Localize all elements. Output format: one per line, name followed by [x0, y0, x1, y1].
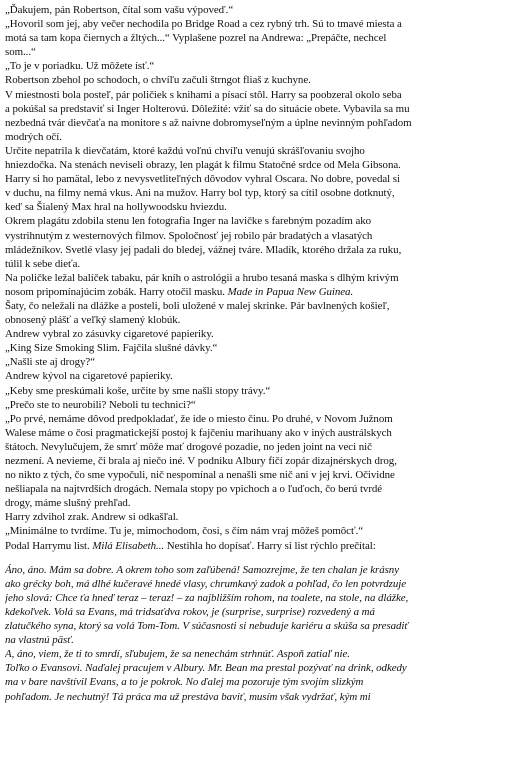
text-line [5, 116, 507, 130]
italic-text: A, áno, viem, že ti to smrdí, sľubujem, že sa nenechám strhnúť. Aspoň zatiaľ nie. [5, 648, 350, 661]
text-line [5, 577, 507, 591]
text-run: drogy, máme slušný prehľad. [5, 497, 131, 510]
text-line [5, 144, 507, 158]
italic-text: Made in Papua New Guinea. [227, 285, 354, 298]
text-run: V miestnosti bola posteľ, pár poličiek s knihami a písací stôl. Harry sa poobzeral okolo seba [5, 88, 402, 101]
text-line [5, 158, 507, 172]
text-line [5, 647, 507, 661]
text-line [5, 468, 507, 482]
text-run: „Keby sme preskúmali koše, určite by sme našli stopy trávy.“ [5, 384, 271, 397]
text-line [5, 88, 507, 102]
text-run: no nikto z tých, čo sme vypočuli, nič nespomínal a nenašli sme nič ani v jej krvi. Očividne [5, 469, 395, 482]
text-line [5, 341, 507, 355]
text-run: keď sa Šialený Max hral na hollywoodsku hviezdu. [5, 201, 227, 214]
text-run: túlil k sebe dieťa. [5, 257, 81, 270]
text-run: „Hovoril som jej, aby večer nechodila po Bridge Road a cez rybný trh. Sú to tmavé miesta a [5, 18, 402, 31]
text-run: Robertson zbehol po schodoch, o chvíľu začuli štrngot fliaš z kuchyne. [5, 74, 311, 87]
text-run: Okrem plagátu zdobila stenu len fotografia Inger na lavičke s farebným pozadím ako [5, 215, 372, 228]
text-line [5, 605, 507, 619]
text-line [5, 482, 507, 496]
text-run: „To je v poriadku. Už môžete ísť.“ [5, 60, 155, 73]
text-run: Šaty, čo neležali na dlážke a posteli, boli uložené v malej skrinke. Pár bavlnených košieľ, [5, 299, 390, 312]
text-run: Nestihla ho dopísať. Harry si list rýchlo prečítal: [164, 539, 376, 552]
text-run: Podal Harrymu list. [5, 539, 93, 552]
italic-text: Áno, áno. Mám sa dobre. A okrem toho som zaľúbená! Samozrejme, že ten chalan je krásny [5, 563, 399, 576]
text-run: Určite nepatrila k dievčatám, ktoré každú voľnú chvíľu venujú skrášľovaniu svojho [5, 144, 365, 157]
italic-text: Toľko o Evansovi. Naďalej pracujem v Albury. Mr. Bean ma prestal pozývať na drink, odkedy [5, 662, 407, 675]
text-run: nešliapala na najtvrdších drogách. Nemala stopy po vpichoch a o ľuďoch, čo berú tvrdé [5, 483, 383, 496]
text-run: Harry si ho pamätal, lebo z nevysvetliteľných dôvodov vyhral Oscara. No dobre, povedal si [5, 173, 400, 186]
text-line [5, 73, 507, 87]
text-line [5, 496, 507, 510]
text-line [5, 454, 507, 468]
text-line [5, 243, 507, 257]
text-run: obnosený plášť a veľký slamený klobúk. [5, 314, 181, 327]
text-line [5, 186, 507, 200]
text-line [5, 510, 507, 524]
text-line [5, 285, 507, 299]
text-line [5, 102, 507, 116]
text-line [5, 355, 507, 369]
text-line [5, 661, 507, 675]
text-run: Na poličke ležal balíček tabaku, pár kníh o astrológii a hrubo tesaná maska s dlhým krivým [5, 271, 399, 284]
text-run: a pokúšal sa predstaviť si Inger Holterovú. Dôležité: vžiť sa do situácie obete. Vybavila sa mu [5, 102, 410, 115]
text-run: „King Size Smoking Slim. Fajčila slušné dávky.“ [5, 342, 218, 355]
text-line [5, 619, 507, 633]
text-line [5, 384, 507, 398]
text-run: „Našli ste aj drogy?“ [5, 356, 95, 369]
italic-text: Milá Elisabeth... [92, 539, 165, 552]
text-run: „Minimálne to tvrdíme. Tu je, mimochodom, čosi, s čím nám vraj môžeš pomôcť.“ [5, 525, 364, 538]
italic-text: ako grécky boh, má dlhé kučeravé hnedé vlasy, chrumkavý zadok a pohľad, čo len potvrdzuje [5, 577, 407, 590]
text-line [5, 313, 507, 327]
text-line [5, 440, 507, 454]
italic-text: jeho slová: Chce ťa hneď teraz – teraz! – za najbližším rohom, na toalete, na stole, na dlážke, [5, 591, 409, 604]
text-line [5, 31, 507, 45]
text-run: mládežníkov. Svetlé vlasy jej padali do bledej, vážnej tváre. Mladík, ktorého držala za ruku, [5, 243, 402, 256]
text-line [5, 675, 507, 689]
text-line [5, 369, 507, 383]
text-run: „Ďakujem, pán Robertson, čítal som vašu výpoveď.“ [5, 4, 234, 16]
text-run: Walese máme o čosi pragmatickejší postoj k fajčeniu marihuany ako v iných austrálskych [5, 426, 392, 439]
text-line [5, 633, 507, 647]
document-page [5, 3, 507, 704]
text-run: vystrihnutým z westernových filmov. Spoločnosť jej robilo pár bradatých a vlasatých [5, 229, 373, 242]
italic-text: zlatučkého syna, ktorý sa volá Tom-Tom. V súčasnosti si nebuduje kariéru a skúša sa presadiť [5, 620, 409, 633]
text-line [5, 524, 507, 538]
text-run: „Prečo ste to neurobili? Neboli tu technici?“ [5, 398, 196, 411]
italic-text: pohľadom. Je nechutný! Tá práca ma už prestáva baviť, musím však vydržať, kým mi [5, 690, 371, 703]
text-run: modrých očí. [5, 130, 62, 143]
text-line [5, 257, 507, 271]
text-line [5, 412, 507, 426]
text-line [5, 563, 507, 577]
text-run: nezmení. A nevieme, či brala aj niečo iné. V podniku Albury fičí zopár dizajnérskych drog, [5, 455, 397, 467]
text-run: Harry zdvihol zrak. Andrew si odkašľal. [5, 511, 179, 524]
text-line [5, 214, 507, 228]
text-line [5, 591, 507, 605]
text-run: Andrew vybral zo zásuvky cigaretové papieriky. [5, 328, 214, 341]
text-line [5, 690, 507, 704]
text-line [5, 299, 507, 313]
text-line [5, 327, 507, 341]
text-line [5, 426, 507, 440]
text-line [5, 271, 507, 285]
text-run: hniezdočka. Na stenách neviseli obrazy, len plagát k filmu Statočné srdce od Mela Gibsona. [5, 159, 401, 172]
text-run: motá sa tam kopa čiernych a žltých...“ Vyplašene pozrel na Andrewa: „Prepáčte, nechcel [5, 32, 387, 45]
text-run: Andrew kývol na cigaretové papieriky. [5, 370, 173, 383]
text-line [5, 229, 507, 243]
text-run: som...“ [5, 46, 36, 59]
text-run: nosom pripomínajúcim zobák. Harry otočil masku. [5, 285, 228, 298]
text-line [5, 200, 507, 214]
text-line [5, 59, 507, 73]
italic-text: kdekoľvek. Volá sa Evans, má tridsaťdva rokov, je (surprise, surprise) rozvedený a má [5, 605, 375, 618]
text-run: v duchu, na filmy nemá vkus. Ani na mužov. Harry bol typ, ktorý sa cítil osobne dotknutý, [5, 187, 395, 200]
italic-text: na vlastnú päsť. [5, 634, 74, 647]
text-line [5, 539, 507, 553]
italic-text: ma v bare navštívil Evans, a to je pokrok. No ďalej ma pozoruje tým svojím slizkým [5, 676, 364, 689]
paragraph-gap [5, 553, 507, 563]
text-run: „Po prvé, nemáme dôvod predpokladať, že ide o miesto činu. Po druhé, v Novom Južnom [5, 412, 393, 425]
text-line [5, 17, 507, 31]
text-line [5, 130, 507, 144]
text-run: štátoch. Nevylučujem, že smrť môže mať drogové pozadie, no jeden joint na veci nič [5, 440, 372, 453]
text-run: nezbedná tvár dievčaťa na monitore s až naivne dobromyseľným a úplne nevinným pohľadom [5, 116, 412, 129]
text-line [5, 3, 507, 17]
text-line [5, 172, 507, 186]
text-line [5, 45, 507, 59]
text-line [5, 398, 507, 412]
